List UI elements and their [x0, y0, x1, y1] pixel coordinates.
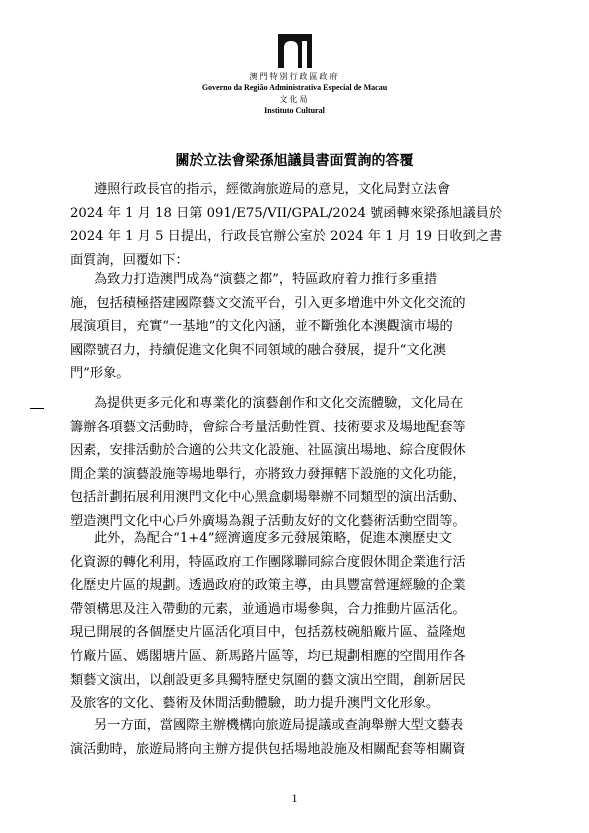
header-department-en: Instituto Cultural — [264, 106, 325, 115]
paragraph-4-line: 帶領構思及注入帶動的元素，並通過市場參與，合力推動片區活化。 — [70, 601, 466, 617]
paragraph-3-line: 籌辦各項藝文活動時，會綜合考量活動性質、技術要求及場地配套等 — [70, 419, 466, 435]
header-government-cn: 澳門特別行政區政府 — [249, 72, 340, 81]
paragraph-4-line: 類藝文演出，以創設更多具獨特歷史氛圍的藝文演出空間，創新居民 — [70, 672, 466, 688]
paragraph-1-line: 面質詢，回覆如下： — [70, 252, 189, 268]
paragraph-4-line: 化歷史片區的規劃。透過政府的政策主導，由具豐富營運經驗的企業 — [70, 578, 466, 594]
paragraph-5-line: 演活動時，旅遊局將向主辦方提供包括場地設施及相關配套等相關資 — [70, 741, 466, 757]
paragraph-4-line: 及旅客的文化、藝術及休閒活動體驗，助力提升澳門文化形象。 — [70, 696, 440, 712]
paragraph-2-line: 施，包括積極搭建國際藝文交流平台，引入更多增進中外文化交流的 — [70, 295, 466, 311]
paragraph-4-line: 化資源的轉化利用，特區政府工作團隊聯同綜合度假休閒企業進行活 — [70, 554, 466, 570]
paragraph-2-line: 展演項目，充實“一基地”的文化內涵，並不斷強化本澳觀演市場的 — [70, 319, 453, 335]
paragraph-3-line: 為提供更多元化和專業化的演藝創作和文化交流體驗，文化局在 — [94, 396, 464, 411]
paragraph-3-line: 塑造澳門文化中心戶外廣場為親子活動友好的文化藝術活動空間等。 — [70, 514, 466, 529]
paragraph-3-line: 因素，安排活動於合適的公共文化設施、社區演出場地、綜合度假休 — [70, 443, 466, 459]
paragraph-4-line: 此外，為配合“1+4”經濟適度多元發展策略，促進本澳歷史文 — [94, 531, 452, 546]
paragraph-2-line: 門”形象。 — [70, 366, 130, 382]
paragraph-2-line: 國際號召力，持續促進文化與不同領域的融合發展，提升“文化澳 — [70, 342, 446, 358]
paragraph-1-line: 遵照行政長官的指示，經徵詢旅遊局的意見，文化局對立法會 — [94, 182, 451, 197]
paragraph-2-line: 為致力打造澳門成為“演藝之都”，特區政府着力推行多重措 — [94, 272, 438, 287]
header-government-pt: Governo da Região Administrativa Especial de Macau — [201, 83, 388, 92]
margin-mark — [30, 408, 44, 409]
paragraph-1-line: 2024 年 1 月 5 日提出，行政長官辦公室於 2024 年 1 月 19 日收到之書 — [70, 229, 503, 245]
header-department-cn: 文化局 — [279, 95, 310, 104]
paragraph-1-line: 2024 年 1 月 18 日第 091/E75/VII/GPAL/2024 號函轉來梁孫旭議員於 — [70, 205, 503, 221]
page-number: 1 — [291, 791, 298, 805]
instituto-cultural-logo-icon — [278, 34, 312, 68]
paragraph-3-line: 包括計劃拓展利用澳門文化中心黑盒劇場舉辦不同類型的演出活動、 — [70, 490, 466, 506]
paragraph-5-line: 另一方面，當國際主辦機構向旅遊局提議或查詢舉辦大型文藝表 — [94, 718, 464, 733]
paragraph-4-line: 竹廠片區、媽閣塘片區、新馬路片區等，均已規劃相應的空間用作各 — [70, 649, 466, 664]
paragraph-4-line: 現已開展的各個歷史片區活化項目中，包括荔枝碗船廠片區、益隆炮 — [70, 625, 466, 641]
paragraph-3-line: 閒企業的演藝設施等場地舉行，亦將致力發揮轄下設施的文化功能， — [70, 466, 466, 482]
document-title: 關於立法會梁孫旭議員書面質詢的答覆 — [175, 153, 414, 169]
